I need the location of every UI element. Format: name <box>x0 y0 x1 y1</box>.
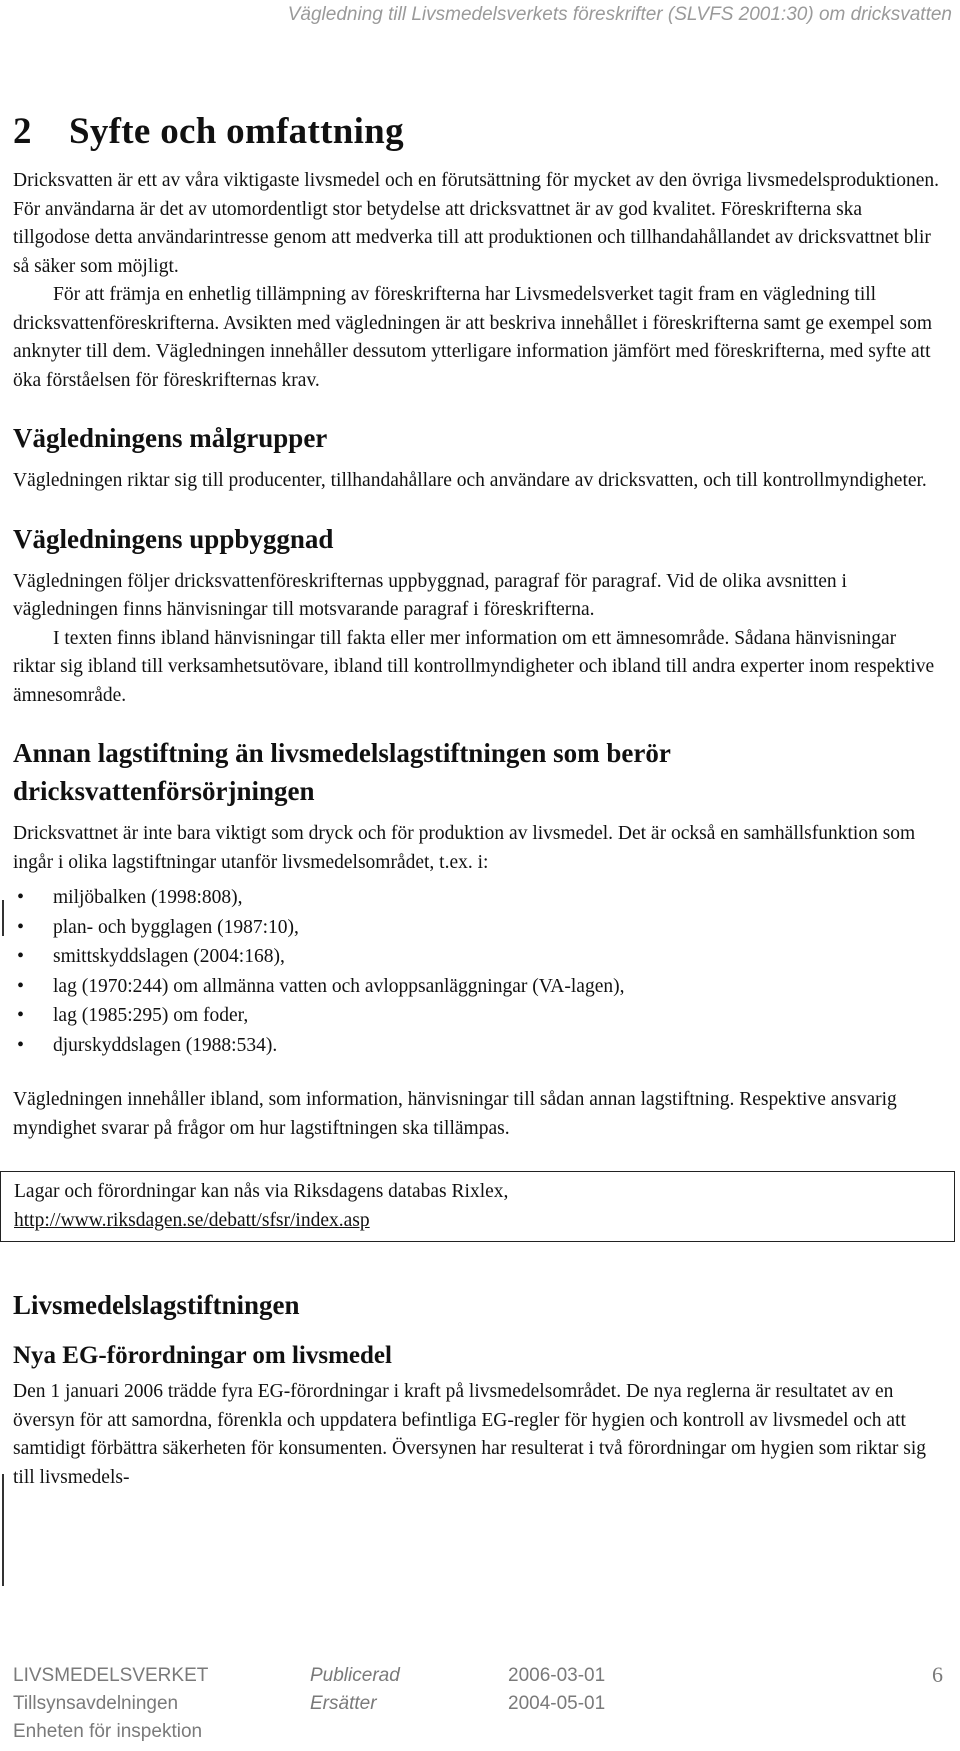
list-item: • lag (1970:244) om allmänna vatten och avloppsanläggningar (VA-lagen), <box>13 972 943 1002</box>
page-number: 6 <box>932 1662 943 1687</box>
list-item: • djurskyddslagen (1988:534). <box>13 1031 943 1061</box>
document-body <box>13 110 943 1492</box>
section-heading-livsmedel: Livsmedelslagstiftningen <box>13 1290 300 1320</box>
intro-paragraph-2: För att främja en enhetlig tillämpning av föreskrifterna har Livsmedelsverket tagit fram en vägledning till dricksvattenföreskrifterna. Avsikten med vägledningen är att beskriva innehållet i föreskrifterna samt ge exempel som anknyter till dem. Vägledningen innehåller dessutom ytterligare information jämfört med föreskrifterna, med syfte att öka förståelsen för föreskrifternas krav. <box>13 284 933 391</box>
list-item: • lag (1985:295) om foder, <box>13 1001 943 1031</box>
intro-paragraph-1: Dricksvatten är ett av våra viktigaste livsmedel och en förutsättning för mycket av den övriga livsmedelsproduktionen. För användarna är det av utomordentligt stor betydelse att dricksvattnet är av god kvalitet. Föreskrifterna ska tillgodose detta användarintresse genom att medverka till att produktionen och tillhandahållandet av dricksvattnet blir så säker som möjligt. <box>13 170 939 277</box>
footer-replaces-label: Ersätter <box>310 1693 377 1714</box>
section-heading-malgrupper: Vägledningens målgrupper <box>13 423 328 453</box>
malgrupper-paragraph: Vägledningen riktar sig till producenter, tillhandahållare och användare av dricksvatten, och till kontrollmyndigheter. <box>13 470 927 491</box>
subheading-eg-forordningar: Nya EG-förordningar om livsmedel <box>13 1342 392 1369</box>
section-heading-uppbyggnad: Vägledningens uppbyggnad <box>13 523 334 554</box>
footer-dept: Tillsynsavdelningen <box>13 1693 179 1714</box>
list-item: • miljöbalken (1998:808), <box>13 883 943 913</box>
change-bar <box>2 900 4 936</box>
change-bar <box>2 1474 4 1586</box>
list-item: • plan- och bygglagen (1987:10), <box>13 913 943 943</box>
page-footer <box>13 1662 943 1747</box>
chapter-title: Syfte och omfattning <box>69 111 404 152</box>
footer-replaces-date: 2004-05-01 <box>508 1693 606 1714</box>
footer-published-date: 2006-03-01 <box>508 1665 606 1686</box>
list-item: • smittskyddslagen (2004:168), <box>13 942 943 972</box>
law-list <box>13 883 943 1060</box>
livsmedel-paragraph-1: Den 1 januari 2006 trädde fyra EG-förordningar i kraft på livsmedelsområdet. De nya reglerna är resultatet av en översyn för att samordna, förenkla och uppdatera befintliga EG-regler för hygien och kontroll av livsmedel och att samtidigt förbättra säkerheten för konsumenten. Översynen har resulterat i två förordningar om hygien som riktar sig till livsmedels- <box>13 1381 926 1488</box>
footer-unit: Enheten för inspektion <box>13 1721 203 1742</box>
annan-paragraph-1: Dricksvattnet är inte bara viktigt som dryck och för produktion av livsmedel. Det är också en samhällsfunktion som ingår i olika lagstiftningar utanför livsmedelsområdet, t.ex. i: <box>13 823 916 873</box>
info-box-text: Lagar och förordningar kan nås via Riksdagens databas Rixlex, <box>14 1181 509 1202</box>
running-header: Vägledning till Livsmedelsverkets föreskrifter (SLVFS 2001:30) om dricksvatten <box>287 4 952 25</box>
footer-published-label: Publicerad <box>310 1665 400 1686</box>
rixlex-link[interactable]: http://www.riksdagen.se/debatt/sfsr/index.asp <box>14 1209 370 1231</box>
uppbyggnad-paragraph-1: Vägledningen följer dricksvattenföreskrifternas uppbyggnad, paragraf för paragraf. Vid de olika avsnitten i vägledningen finns hänvisningar till motsvarande paragraf i föreskrifterna. <box>13 570 847 620</box>
footer-org: LIVSMEDELSVERKET <box>13 1665 209 1686</box>
uppbyggnad-paragraph-2: I texten finns ibland hänvisningar till fakta eller mer information om ett ämnesområde. Sådana hänvisningar riktar sig ibland till verksamhetsutövare, ibland till kontrollmyndigheter och ibland till andra experter inom respektive ämnesområde. <box>13 627 935 706</box>
chapter-number: 2 <box>13 111 32 152</box>
info-box <box>0 1171 955 1242</box>
section-heading-annan-lagstiftning: Annan lagstiftning än livsmedelslagstiftningen som berör dricksvattenförsörjningen <box>13 738 671 806</box>
annan-paragraph-2: Vägledningen innehåller ibland, som information, hänvisningar till sådan annan lagstiftning. Respektive ansvarig myndighet svarar på frågor om hur lagstiftningen ska tillämpas. <box>13 1089 897 1139</box>
chapter-heading <box>13 110 943 153</box>
